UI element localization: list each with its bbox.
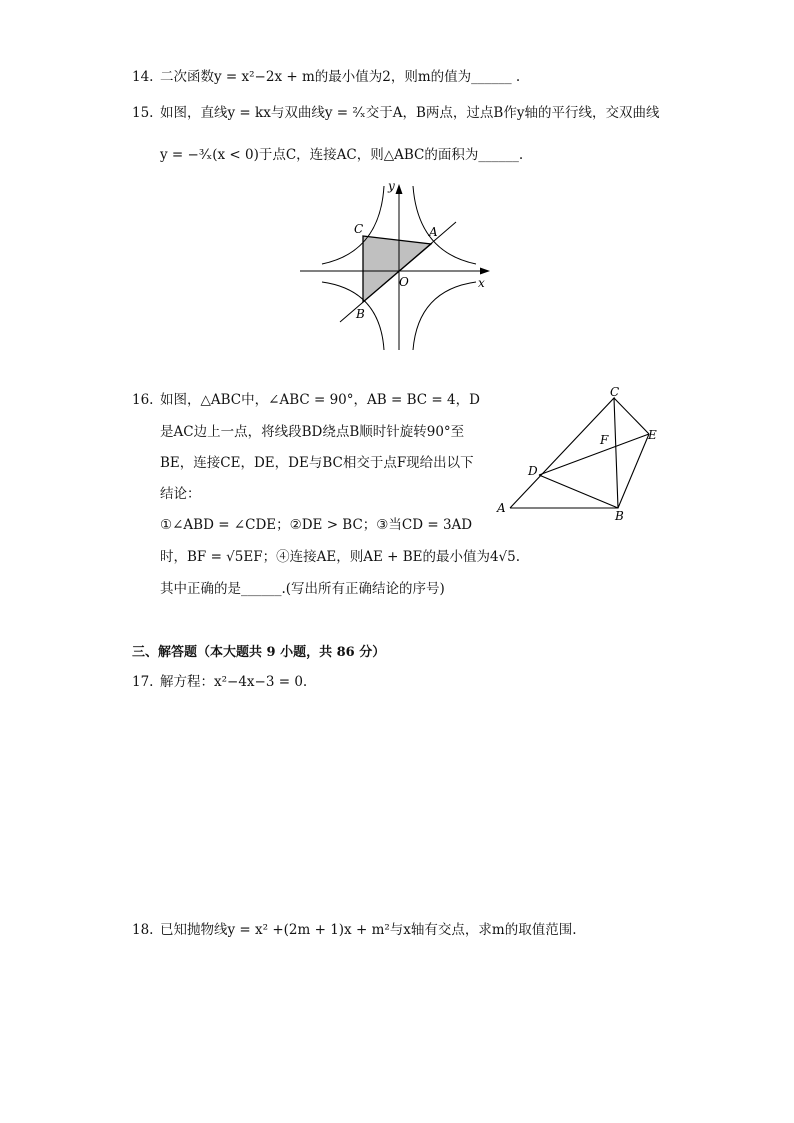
q16-line-6: 时，BF = √5EF；④连接AE，则AE + BE的最小值为4√5. (160, 549, 521, 565)
q15-line-1: 如图，直线y = kx与双曲线y = ²⁄ₓ交于A，B两点，过点B作y轴的平行线，交双曲线 (160, 105, 660, 121)
q16-line-1: 如图，△ABC中，∠ABC = 90°，AB = BC = 4，D (160, 392, 480, 408)
hyperbola-q4 (413, 282, 476, 350)
segment-bd (539, 475, 618, 508)
segment-de (539, 434, 649, 475)
point-c-label: C (354, 222, 364, 236)
q17-number: 17. (132, 674, 154, 690)
q18-number: 18. (132, 922, 154, 938)
q15-hyperbola-figure (296, 172, 496, 354)
q15-line-2: y = −³⁄ₓ(x < 0)于点C，连接AC，则△ABC的面积为______. (160, 147, 524, 163)
point-e-label: E (648, 428, 657, 442)
point-b-label: B (356, 307, 365, 321)
q17-text: 解方程：x²−4x−3 = 0. (160, 674, 308, 690)
q14-text: 二次函数y = x²−2x + m的最小值为2，则m的值为______ . (160, 69, 521, 85)
hyperbola-q1 (413, 186, 476, 264)
origin-label: O (399, 275, 409, 289)
q14-number: 14. (132, 69, 154, 85)
q16-triangle-figure (494, 382, 664, 522)
x-axis-label: x (478, 276, 485, 290)
y-axis-arrow (396, 184, 403, 194)
y-axis-label: y (388, 179, 395, 193)
q16-line-4: 结论： (160, 486, 201, 502)
point-c-label: C (610, 385, 620, 399)
segment-be (618, 434, 649, 508)
point-b-label: B (615, 509, 624, 522)
triangle-abc (363, 236, 431, 302)
q15-number: 15. (132, 105, 154, 121)
point-f-label: F (600, 433, 609, 447)
point-a-label: A (429, 225, 438, 239)
q16-line-5: ①∠ABD = ∠CDE；②DE > BC；③当CD = 3AD (160, 517, 473, 533)
point-d-label: D (528, 464, 538, 478)
q18-text: 已知抛物线y = x² +(2m + 1)x + m²与x轴有交点，求m的取值范围. (160, 922, 577, 938)
point-a-label: A (497, 501, 506, 515)
q16-line-3: BE，连接CE，DE，DE与BC相交于点F现给出以下 (160, 455, 474, 471)
q16-line-7: 其中正确的是______.(写出所有正确结论的序号) (160, 581, 445, 597)
q16-line-2: 是AC边上一点，将线段BD绕点B顺时针旋转90°至 (160, 424, 465, 440)
triangle-abc (510, 398, 618, 508)
q16-number: 16. (132, 392, 154, 408)
x-axis-arrow (480, 268, 490, 275)
section-3-heading: 三、解答题（本大题共 9 小题，共 86 分） (132, 645, 386, 660)
segment-ce (614, 398, 649, 434)
